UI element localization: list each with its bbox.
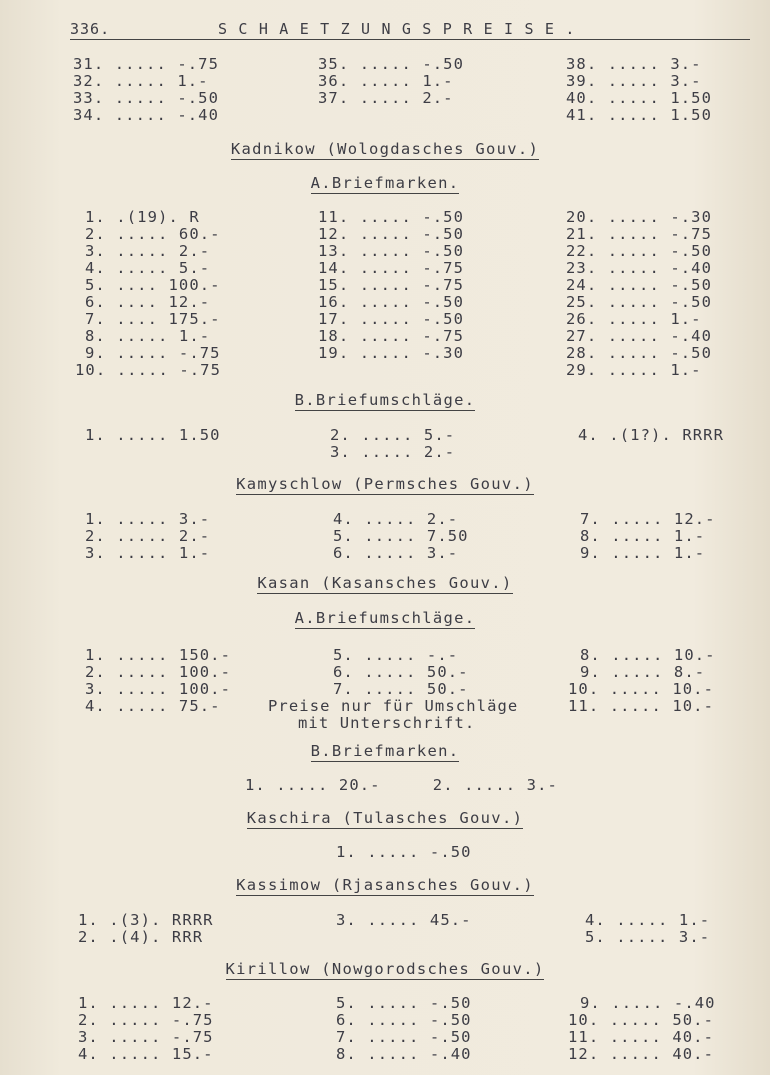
price-entry: 11. ..... -.50: [318, 208, 465, 226]
price-entry: 4. ..... 5.-: [85, 259, 211, 277]
price-entry: 2. ..... 100.-: [85, 663, 232, 681]
price-entry: 6. .... 12.-: [85, 293, 211, 311]
price-entry: 36. ..... 1.-: [318, 72, 454, 90]
price-entry: 4. ..... 75.-: [85, 697, 221, 715]
price-entry: 11. ..... 40.-: [568, 1028, 715, 1046]
price-entry: 2. ..... 60.-: [85, 225, 221, 243]
price-entry: 6. ..... 50.-: [333, 663, 469, 681]
price-entry: 19. ..... -.30: [318, 344, 465, 362]
price-entry: 1. ..... -.50: [336, 843, 472, 861]
price-entry: 13. ..... -.50: [318, 242, 465, 260]
price-entry: 2. ..... 2.-: [85, 527, 211, 545]
price-entry: 1. .(19). R: [85, 208, 200, 226]
section-heading-kasan: Kasan (Kasansches Gouv.): [257, 574, 513, 592]
price-entry: 37. ..... 2.-: [318, 89, 454, 107]
subheading-briefmarken: B.Briefmarken.: [310, 742, 460, 760]
price-entry: 8. ..... -.40: [336, 1045, 472, 1063]
price-entry: 7. .... 175.-: [85, 310, 221, 328]
price-entry: 14. ..... -.75: [318, 259, 465, 277]
price-entry: 6. ..... 3.-: [333, 544, 459, 562]
price-entry: 18. ..... -.75: [318, 327, 465, 345]
price-entry: 1. ..... 150.-: [85, 646, 232, 664]
price-entry: 4. .(1?). RRRR: [578, 426, 725, 444]
price-entry: 15. ..... -.75: [318, 276, 465, 294]
price-entry: 4. ..... 2.-: [333, 510, 459, 528]
price-entry: 7. ..... 12.-: [580, 510, 716, 528]
price-entry: 5. ..... -.50: [336, 994, 472, 1012]
footnote-text: Preise nur für Umschläge: [268, 697, 519, 715]
page-header: [70, 20, 750, 40]
price-entry: 12. ..... -.50: [318, 225, 465, 243]
price-entry: 40. ..... 1.50: [566, 89, 713, 107]
price-entry: 3. ..... 100.-: [85, 680, 232, 698]
price-entry: 2. ..... -.75: [78, 1011, 214, 1029]
footnote-text: mit Unterschrift.: [298, 714, 476, 732]
price-entry: 21. ..... -.75: [566, 225, 713, 243]
price-entry: 33. ..... -.50: [73, 89, 220, 107]
price-entry: 26. ..... 1.-: [566, 310, 702, 328]
price-entry: 1. .(3). RRRR: [78, 911, 214, 929]
price-entry: 10. ..... 50.-: [568, 1011, 715, 1029]
price-entry: 9. ..... 1.-: [580, 544, 706, 562]
price-entry: 39. ..... 3.-: [566, 72, 702, 90]
subheading-briefmarken: A.Briefmarken.: [310, 174, 460, 192]
price-entry: 4. ..... 15.-: [78, 1045, 214, 1063]
price-entry: 1. ..... 20.- 2. ..... 3.-: [245, 776, 558, 794]
price-entry: 9. ..... 8.-: [580, 663, 706, 681]
price-entry: 32. ..... 1.-: [73, 72, 209, 90]
price-entry: 5. ..... 3.-: [585, 928, 711, 946]
section-heading-kadnikow: Kadnikow (Wologdasches Gouv.): [230, 140, 540, 158]
price-entry: 1. ..... 1.50: [85, 426, 221, 444]
price-entry: 7. ..... 50.-: [333, 680, 469, 698]
page-number: 336.: [70, 20, 111, 38]
price-entry: 8. ..... 10.-: [580, 646, 716, 664]
price-entry: 27. ..... -.40: [566, 327, 713, 345]
price-entry: 38. ..... 3.-: [566, 55, 702, 73]
price-entry: 17. ..... -.50: [318, 310, 465, 328]
price-entry: 3. ..... 1.-: [85, 544, 211, 562]
section-heading-kirillow: Kirillow (Nowgorodsches Gouv.): [225, 960, 545, 978]
price-entry: 31. ..... -.75: [73, 55, 220, 73]
price-entry: 9. ..... -.75: [85, 344, 221, 362]
section-heading-kassimow: Kassimow (Rjasansches Gouv.): [236, 876, 534, 894]
price-entry: 3. ..... 45.-: [336, 911, 472, 929]
price-entry: 35. ..... -.50: [318, 55, 465, 73]
price-entry: 24. ..... -.50: [566, 276, 713, 294]
price-entry: 10. ..... 10.-: [568, 680, 715, 698]
price-entry: 34. ..... -.40: [73, 106, 220, 124]
price-entry: 25. ..... -.50: [566, 293, 713, 311]
section-heading-kamyschlow: Kamyschlow (Permsches Gouv.): [236, 475, 534, 493]
price-entry: 5. ..... -.-: [333, 646, 459, 664]
running-title: SCHAETZUNGSPREISE.: [218, 20, 586, 38]
subheading-briefumschlaege: B.Briefumschläge.: [294, 391, 476, 409]
price-entry: 2. .(4). RRR: [78, 928, 204, 946]
price-entry: 22. ..... -.50: [566, 242, 713, 260]
price-entry: 41. ..... 1.50: [566, 106, 713, 124]
price-entry: 29. ..... 1.-: [566, 361, 702, 379]
price-entry: 1. ..... 3.-: [85, 510, 211, 528]
section-heading-kaschira: Kaschira (Tulasches Gouv.): [246, 809, 524, 827]
price-entry: 20. ..... -.30: [566, 208, 713, 226]
price-entry: 10. ..... -.75: [75, 361, 222, 379]
price-entry: 6. ..... -.50: [336, 1011, 472, 1029]
price-entry: 11. ..... 10.-: [568, 697, 715, 715]
price-entry: 2. ..... 5.-: [330, 426, 456, 444]
price-entry: 7. ..... -.50: [336, 1028, 472, 1046]
price-entry: 3. ..... -.75: [78, 1028, 214, 1046]
price-entry: 1. ..... 12.-: [78, 994, 214, 1012]
price-entry: 23. ..... -.40: [566, 259, 713, 277]
subheading-briefumschlaege: A.Briefumschläge.: [294, 609, 476, 627]
price-entry: 8. ..... 1.-: [580, 527, 706, 545]
price-entry: 5. .... 100.-: [85, 276, 221, 294]
price-entry: 3. ..... 2.-: [330, 443, 456, 461]
price-entry: 3. ..... 2.-: [85, 242, 211, 260]
price-entry: 5. ..... 7.50: [333, 527, 469, 545]
price-entry: 8. ..... 1.-: [85, 327, 211, 345]
price-entry: 28. ..... -.50: [566, 344, 713, 362]
price-entry: 9. ..... -.40: [580, 994, 716, 1012]
price-entry: 12. ..... 40.-: [568, 1045, 715, 1063]
price-entry: 4. ..... 1.-: [585, 911, 711, 929]
price-entry: 16. ..... -.50: [318, 293, 465, 311]
